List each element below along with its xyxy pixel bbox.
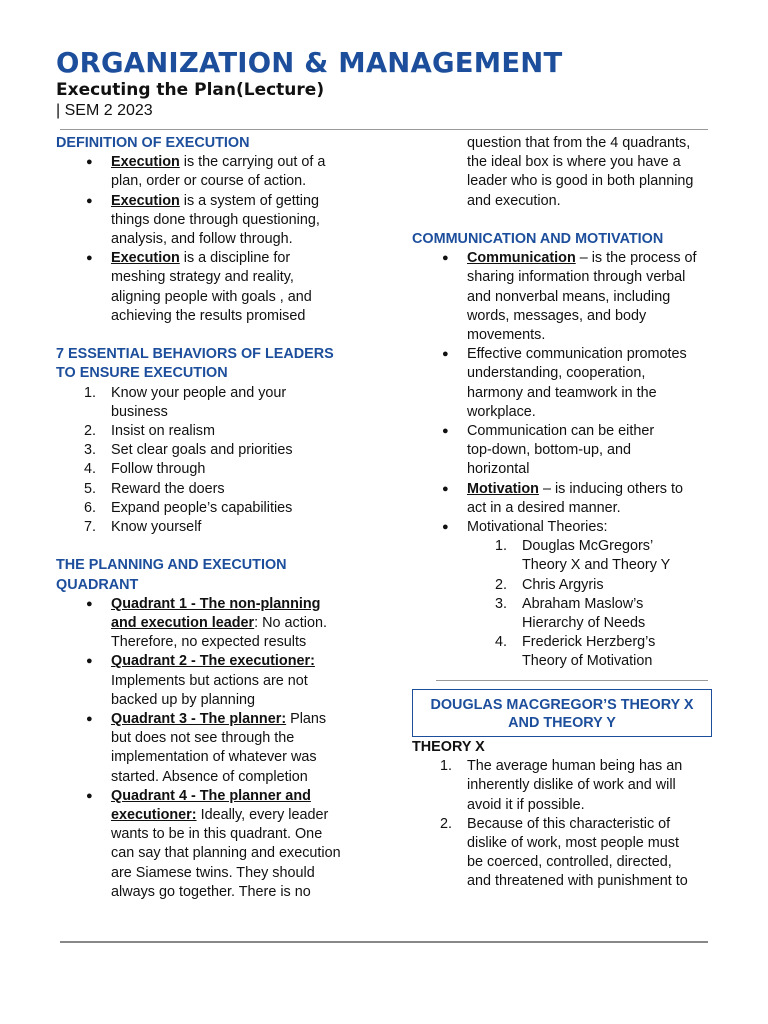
list-item: 3. Abraham Maslow’s Hierarchy of Needs	[495, 595, 646, 632]
behaviors-heading: 7 ESSENTIAL BEHAVIORS OF LEADERS TO ENSURE EXECUTION	[56, 346, 334, 382]
document-title: ORGANIZATION & MANAGEMENT	[56, 47, 563, 79]
list-item: 2. Because of this characteristic of dislike of work, most people must be coerced, controlled, directed, and threatened with punishment to	[440, 815, 688, 890]
list-item: 2. Chris Argyris	[495, 576, 604, 593]
communication-heading: COMMUNICATION AND MOTIVATION	[412, 231, 664, 247]
list-item: 7. Know yourself	[84, 519, 202, 536]
list-item: ● Quadrant 4 - The planner and executioner: Ideally, every leader wants to be in this quadrant. One can say that planning and execution are Siamese twins. They should always go together. There is no	[86, 787, 341, 900]
footer-divider	[60, 941, 708, 943]
bullet: ●	[86, 713, 93, 726]
list-item: ● Motivational Theories:	[412, 518, 722, 537]
list-item: 4. Follow through	[84, 461, 206, 478]
list-item: 6. Expand people’s capabilities	[84, 499, 293, 516]
list-item: 1. Douglas McGregors’ Theory X and Theory Y	[495, 538, 671, 574]
document-header	[56, 46, 563, 120]
list-item: 4. Frederick Herzberg’s Theory of Motivation	[495, 634, 656, 670]
bullet: ●	[86, 789, 93, 802]
theory-x-heading: THEORY X	[412, 739, 485, 755]
list-item: 1. The average human being has an inherently dislike of work and will avoid it if possible.	[440, 758, 683, 813]
quadrant-heading: THE PLANNING AND EXECUTION QUADRANT	[56, 557, 287, 593]
list-item: ● Communication can be either top-down, bottom-up, and horizontal	[442, 423, 655, 478]
definition-heading: DEFINITION OF EXECUTION	[56, 135, 250, 151]
semester-label: | SEM 2 2023	[56, 102, 153, 119]
list-item: ● Communication – is the process of sharing information through verbal and nonverbal means, including words, messages, and body movements.	[442, 250, 697, 344]
bullet: ●	[442, 425, 449, 438]
list-item: ● Execution is the carrying out of a plan, order or course of action.	[86, 154, 326, 190]
theory-x-section	[412, 738, 722, 892]
bullet: ●	[86, 156, 93, 169]
list-item: ● Effective communication promotes understanding, cooperation, harmony and teamwork in the workplace.	[442, 346, 687, 420]
right-column	[412, 134, 722, 672]
bullet: ●	[442, 252, 449, 265]
bullet: ●	[86, 655, 93, 668]
list-item: ● Execution is a discipline for meshing strategy and reality, aligning people with goals , and achieving the results promised	[86, 250, 312, 324]
bullet: ●	[442, 348, 449, 361]
section-divider	[436, 680, 708, 681]
document-subtitle: Executing the Plan(Lecture)	[56, 80, 325, 100]
bullet: ●	[442, 521, 449, 534]
list-item: ● Quadrant 1 - The non-planning and execution leader: No action. Therefore, no expected results	[86, 595, 327, 651]
bullet: ●	[86, 194, 93, 207]
list-item: ● Quadrant 2 - The executioner: Implements but actions are not backed up by planning	[86, 653, 315, 708]
bullet: ●	[86, 597, 93, 610]
list-item: ● Quadrant 3 - The planner: Plans but does not see through the implementation of whatever was started. Absence of completion	[86, 711, 327, 785]
bullet: ●	[86, 252, 93, 265]
top-divider	[60, 129, 708, 130]
list-item: 2. Insist on realism	[84, 423, 215, 440]
theory-box-heading: DOUGLAS MACGREGOR’S THEORY X AND THEORY Y	[412, 689, 712, 737]
list-item: ● Execution is a system of getting things done through questioning, analysis, and follow through.	[86, 192, 320, 248]
list-item: 5. Reward the doers	[84, 480, 225, 497]
list-item: 3. Set clear goals and priorities	[84, 442, 293, 459]
left-column	[56, 134, 386, 902]
continued-text: question that from the 4 quadrants, the ideal box is where you have a leader who is good in both planning and execution.	[467, 135, 694, 209]
list-item: 1. Know your people and your business	[84, 384, 287, 420]
bullet: ●	[442, 482, 449, 495]
list-item: ● Motivation – is inducing others to act in a desired manner.	[442, 480, 683, 516]
